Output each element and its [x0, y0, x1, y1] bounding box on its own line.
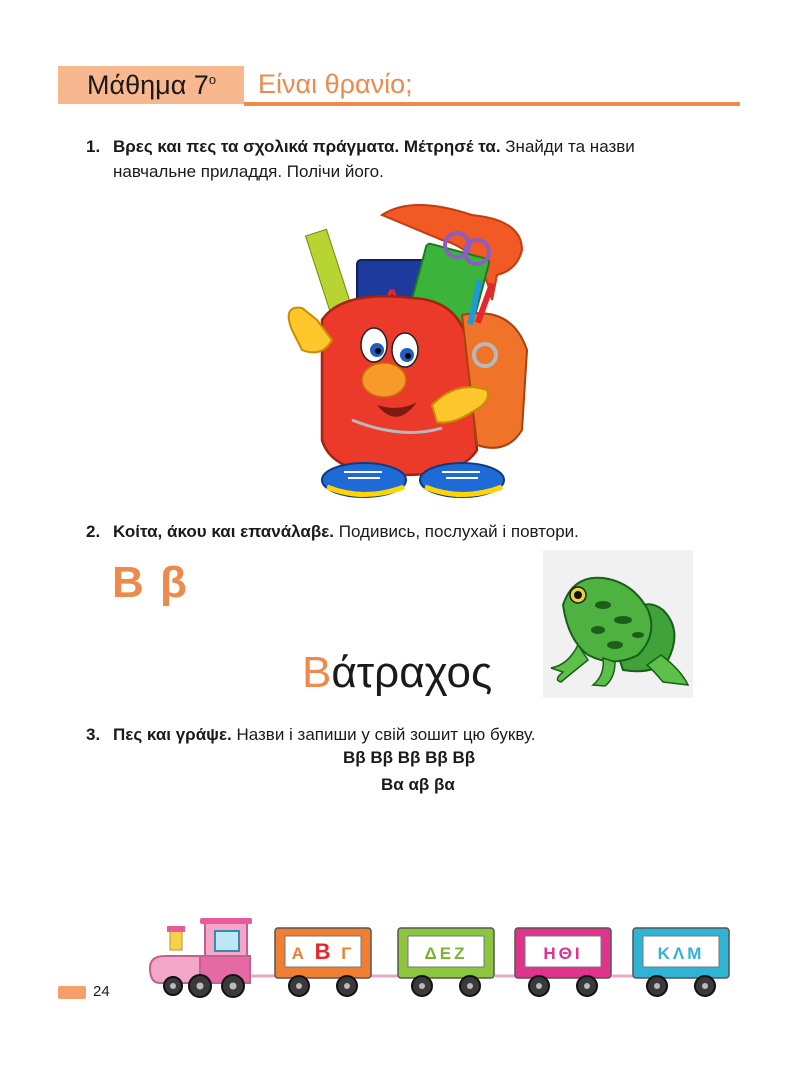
letter-pair: Β β: [112, 558, 189, 607]
task-3-number: 3.: [86, 725, 101, 744]
task-2-bold: Κοίτα, άκου και επανάλαβε.: [113, 522, 335, 541]
task-2: [86, 519, 746, 544]
alphabet-train: [145, 918, 750, 1003]
wagon-letter: Α: [291, 944, 315, 963]
locomotive: [150, 918, 252, 997]
lesson-title: Είναι θρανίο;: [258, 69, 413, 99]
lesson-sup: ο: [208, 72, 217, 87]
page-number: 24: [93, 983, 110, 1000]
wheel-hub: [419, 983, 425, 989]
wagon-letters: ΚΛΜ: [657, 944, 705, 963]
task-3: [86, 722, 746, 747]
task-3-bold: Πες και γράψε.: [113, 725, 232, 744]
word-first-letter: Β: [302, 648, 332, 697]
wheel-hub: [536, 983, 542, 989]
lesson-label: Μάθημα 7: [87, 70, 209, 100]
train-wagon: [515, 928, 611, 996]
train-wagon: [398, 928, 494, 996]
wheel-hub: [584, 983, 590, 989]
task-1-text-line2: навчальне приладдя. Полічи його.: [113, 162, 384, 181]
task-1-number: 1.: [86, 137, 101, 156]
task-2-text: Подивись, послухай і повтори.: [334, 522, 579, 541]
train-wagon: [275, 928, 371, 996]
lesson-number: [87, 70, 216, 101]
wheel-hub: [702, 983, 708, 989]
task-1-text: Знайди та назви: [500, 137, 635, 156]
task-1-bold: Βρες και πες τα σχολικά πράγματα. Μέτρησέ τα.: [113, 137, 501, 156]
frog-image-frame: [543, 550, 693, 698]
train-wagon: [633, 928, 729, 996]
drill-line-2: Βα αβ βα: [381, 775, 455, 794]
wheel-hub: [467, 983, 473, 989]
task-3-text: Назви і запиши у свій зошит цю букву.: [231, 725, 536, 744]
wagon-letter: Γ: [333, 944, 355, 963]
wheel-hub: [344, 983, 350, 989]
backpack-illustration: [282, 190, 532, 505]
word-rest: άτραχος: [331, 648, 493, 697]
drill-line-1: Ββ Ββ Ββ Ββ Ββ: [343, 748, 476, 767]
wheel-hub: [296, 983, 302, 989]
wagon-letters: ΔΕΖ: [424, 944, 468, 963]
header-underline: [244, 102, 740, 106]
page-tab: [58, 986, 86, 999]
frog-word: [302, 648, 492, 698]
wheel-hub: [654, 983, 660, 989]
task-1: [86, 134, 746, 184]
wagon-letter-highlight: Β: [314, 939, 334, 964]
frog-illustration: [543, 550, 693, 698]
task-2-number: 2.: [86, 522, 101, 541]
wagon-letters: ΗΘΙ: [543, 944, 583, 963]
